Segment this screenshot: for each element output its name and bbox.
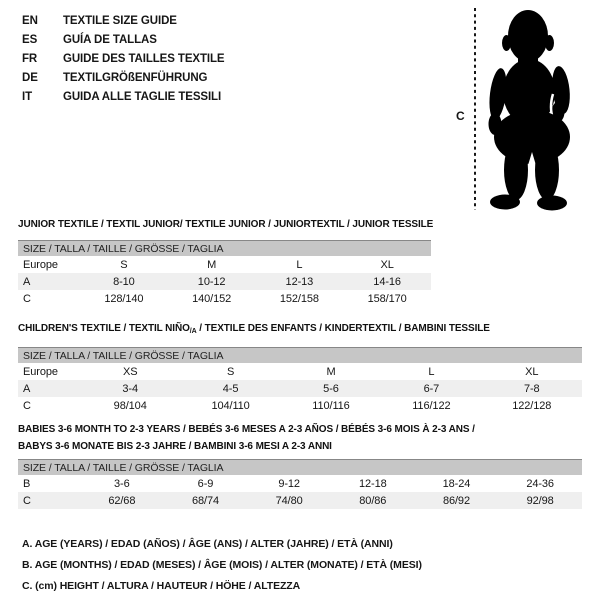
language-code: DE xyxy=(22,72,38,84)
language-code: FR xyxy=(22,53,38,65)
table-row xyxy=(18,290,431,307)
language-row xyxy=(22,69,225,88)
size-value: 24-36 xyxy=(526,477,554,490)
size-value: 14-16 xyxy=(343,273,431,290)
language-row xyxy=(22,50,225,69)
table-row xyxy=(18,397,582,414)
babies-title-line1: BABIES 3-6 MONTH TO 2-3 YEARS / BEBÉS 3-6 MESES A 2-3 AÑOS / BÉBÉS 3-6 MOIS À 2-3 ANS / xyxy=(18,424,475,435)
size-value: 3-6 xyxy=(114,477,130,490)
size-row-label: C xyxy=(18,492,80,509)
language-label: TEXTILGRÖßENFÜHRUNG xyxy=(63,72,208,84)
size-value: 12-13 xyxy=(256,273,344,290)
junior-size-table xyxy=(18,240,431,307)
language-label: GUÍA DE TALLAS xyxy=(63,34,157,46)
size-value: L xyxy=(296,258,303,271)
size-value: 18-24 xyxy=(442,477,471,490)
size-value: 140/152 xyxy=(192,292,232,305)
size-value: 12-18 xyxy=(358,477,387,490)
language-code: ES xyxy=(22,34,38,46)
size-header-bar: SIZE / TALLA / TAILLE / GRÖSSE / TAGLIA xyxy=(18,460,582,476)
footnote-height-cm: C. (cm) HEIGHT / ALTURA / HAUTEUR / HÖHE / ALTEZZA xyxy=(22,580,301,592)
size-row-label: Europe xyxy=(23,258,58,271)
size-value: 122/128 xyxy=(512,399,552,412)
size-value: 128/140 xyxy=(104,292,144,305)
babies-size-table xyxy=(18,459,582,509)
size-row-label: A xyxy=(18,380,80,397)
size-value: M xyxy=(326,365,336,378)
size-row-label: C xyxy=(23,292,31,305)
language-label: TEXTILE SIZE GUIDE xyxy=(63,15,177,27)
title-subscript: /A xyxy=(189,328,197,335)
height-figure-svg xyxy=(445,4,585,216)
size-value: 3-4 xyxy=(80,380,180,397)
language-label: GUIDA ALLE TAGLIE TESSILI xyxy=(63,91,222,103)
size-value: 74/80 xyxy=(247,492,331,509)
table-row xyxy=(18,475,582,492)
table-row xyxy=(18,273,431,290)
language-label: GUIDE DES TAILLES TEXTILE xyxy=(63,53,225,65)
size-value: 5-6 xyxy=(281,380,381,397)
size-value: S xyxy=(226,365,235,378)
junior-table-title: JUNIOR TEXTILE / TEXTIL JUNIOR/ TEXTILE JUNIOR / JUNIORTEXTIL / JUNIOR TESSILE xyxy=(18,219,434,230)
babies-textile-section xyxy=(18,421,582,509)
table-row xyxy=(18,363,582,380)
size-row-label: C xyxy=(23,399,31,412)
height-measure-label: C xyxy=(456,109,465,123)
size-value: 7-8 xyxy=(482,380,582,397)
size-value: XL xyxy=(380,258,394,271)
size-header-bar: SIZE / TALLA / TAILLE / GRÖSSE / TAGLIA xyxy=(18,241,431,257)
size-value: 158/170 xyxy=(367,292,407,305)
size-value: 68/74 xyxy=(164,492,248,509)
height-figure xyxy=(445,4,585,216)
language-list xyxy=(22,12,225,107)
table-row xyxy=(18,256,431,273)
childrens-size-table xyxy=(18,347,582,414)
size-value: 98/104 xyxy=(113,399,147,412)
size-row-label: A xyxy=(18,273,80,290)
size-value: 92/98 xyxy=(498,492,582,509)
size-value: 6-7 xyxy=(381,380,481,397)
size-value: 6-9 xyxy=(197,477,214,490)
footnote-age-months: B. AGE (MONTHS) / EDAD (MESES) / ÂGE (MOIS) / ALTER (MONATE) / ETÀ (MESI) xyxy=(22,559,422,571)
size-value: S xyxy=(120,258,128,271)
size-value: 110/116 xyxy=(312,399,350,412)
size-value: 80/86 xyxy=(331,492,415,509)
language-code: IT xyxy=(22,91,33,103)
size-value: 10-12 xyxy=(168,273,256,290)
footnote-age-years: A. AGE (YEARS) / EDAD (AÑOS) / ÂGE (ANS) / ALTER (JAHRE) / ETÀ (ANNI) xyxy=(22,538,393,550)
size-value: 86/92 xyxy=(415,492,499,509)
size-value: 9-12 xyxy=(278,477,300,490)
size-value: 4-5 xyxy=(180,380,280,397)
table-row xyxy=(18,380,582,397)
size-value: 8-10 xyxy=(80,273,168,290)
childrens-table-title xyxy=(18,322,582,338)
size-row-label: Europe xyxy=(23,365,58,378)
size-header-bar: SIZE / TALLA / TAILLE / GRÖSSE / TAGLIA xyxy=(18,348,582,364)
size-row-label: B xyxy=(23,477,31,490)
toddler-silhouette-icon xyxy=(487,10,572,211)
size-value: 104/110 xyxy=(211,399,250,412)
childrens-textile-section xyxy=(18,322,582,414)
language-row xyxy=(22,88,225,107)
size-value: 62/68 xyxy=(80,492,164,509)
size-value: 116/122 xyxy=(412,399,451,412)
title-text: / TEXTILE DES ENFANTS / KINDERTEXTIL / BAMBINI TESSILE xyxy=(196,323,490,334)
language-row xyxy=(22,31,225,50)
language-code: EN xyxy=(22,15,38,27)
size-value: XS xyxy=(122,365,138,378)
language-row xyxy=(22,12,225,31)
junior-textile-section xyxy=(18,218,434,307)
footnotes xyxy=(22,534,422,597)
table-row xyxy=(18,492,582,509)
size-value: XL xyxy=(525,365,539,378)
size-value: L xyxy=(428,365,435,378)
babies-title-line2: BABYS 3-6 MONATE BIS 2-3 JAHRE / BAMBINI 3-6 MESI A 2-3 ANNI xyxy=(18,441,332,452)
size-value: M xyxy=(207,258,217,271)
size-value: 152/158 xyxy=(279,292,319,305)
title-text: CHILDREN'S TEXTILE / TEXTIL NIÑO xyxy=(18,323,190,334)
babies-table-title xyxy=(18,421,582,455)
